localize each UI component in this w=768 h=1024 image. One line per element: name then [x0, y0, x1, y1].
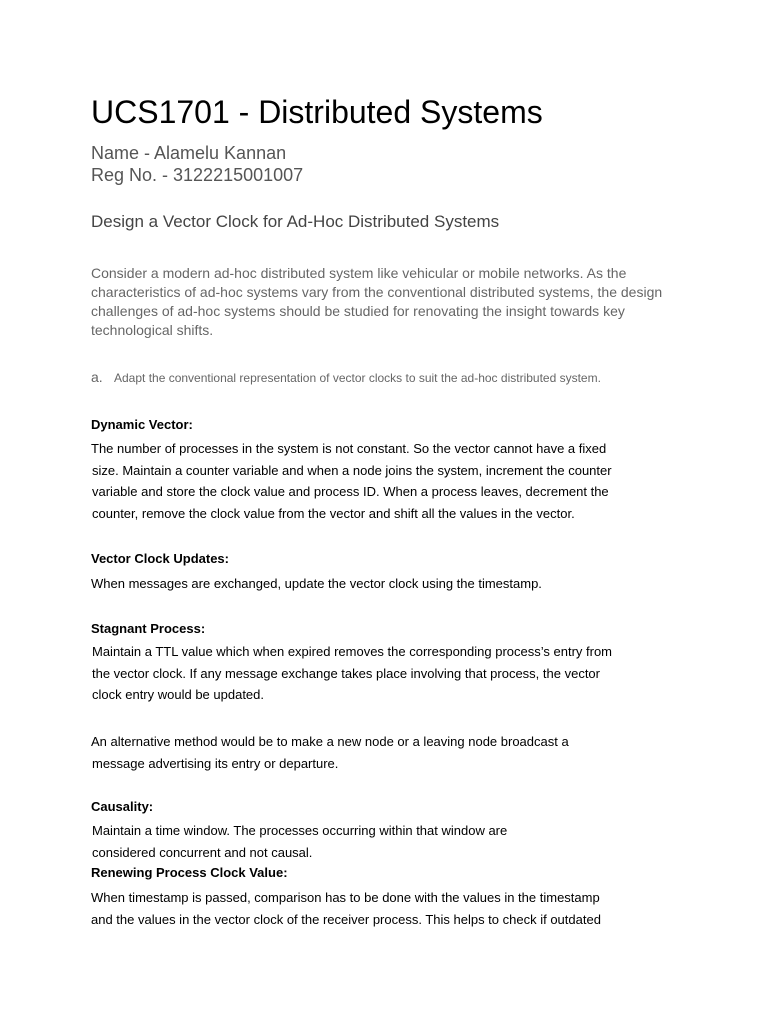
- paragraph-stagnant-process: [91, 641, 612, 706]
- paragraph-line: the vector clock. If any message exchange takes place involving that process, the vector: [92, 665, 600, 681]
- heading-renewing-process-clock-value: Renewing Process Clock Value:: [91, 865, 288, 880]
- heading-dynamic-vector: Dynamic Vector:: [91, 417, 193, 432]
- paragraph-line: Maintain a time window. The processes occurring within that window are: [92, 823, 508, 838]
- intro-paragraph: Consider a modern ad-hoc distributed system like vehicular or mobile networks. As the characteristics of ad-hoc systems vary from the conventional distributed systems, the design challenges of ad-hoc systems should be studied for renovating the insight towards key technological shifts.: [91, 265, 663, 338]
- paragraph-line: The number of processes in the system is not constant. So the vector cannot have a fixed: [91, 441, 607, 456]
- heading-vector-clock-updates: Vector Clock Updates:: [91, 551, 229, 566]
- paragraph-line: Maintain a TTL value which when expired removes the corresponding process’s entry from: [92, 644, 613, 659]
- paragraph-causality: [91, 820, 507, 863]
- paragraph-line: considered concurrent and not causal.: [92, 844, 313, 860]
- student-name: Name - Alamelu Kannan: [91, 143, 287, 163]
- document-title: UCS1701 - Distributed Systems: [91, 94, 543, 130]
- paragraph-line: clock entry would be updated.: [92, 687, 264, 703]
- paragraph-line: An alternative method would be to make a new node or a leaving node broadcast a: [91, 734, 569, 749]
- paragraph-vector-clock-updates: [91, 573, 542, 595]
- heading-stagnant-process: Stagnant Process:: [91, 621, 206, 636]
- paragraph-alternative-method: [91, 731, 569, 774]
- paragraph-line: When timestamp is passed, comparison has to be done with the values in the timestamp: [91, 890, 600, 905]
- paragraph-line: When messages are exchanged, update the vector clock using the timestamp.: [91, 576, 542, 591]
- heading-causality: Causality:: [91, 799, 154, 814]
- assignment-subtitle: Design a Vector Clock for Ad-Hoc Distributed Systems: [91, 212, 500, 231]
- paragraph-line: and the values in the vector clock of the receiver process. This helps to check if outdated: [91, 911, 601, 927]
- question-label: a.: [91, 369, 103, 385]
- paragraph-line: counter, remove the clock value from the vector and shift all the values in the vector.: [92, 506, 575, 522]
- paragraph-line: message advertising its entry or departure.: [92, 755, 339, 771]
- registration-number: Reg No. - 3122215001007: [91, 165, 304, 185]
- question-text: Adapt the conventional representation of vector clocks to suit the ad-hoc distributed system.: [114, 371, 601, 385]
- question-a: [91, 368, 601, 387]
- paragraph-line: size. Maintain a counter variable and when a node joins the system, increment the counter: [92, 462, 612, 478]
- paragraph-line: variable and store the clock value and process ID. When a process leaves, decrement the: [92, 484, 609, 500]
- paragraph-renewing-process-clock-value: [91, 887, 601, 930]
- paragraph-dynamic-vector: [91, 438, 612, 525]
